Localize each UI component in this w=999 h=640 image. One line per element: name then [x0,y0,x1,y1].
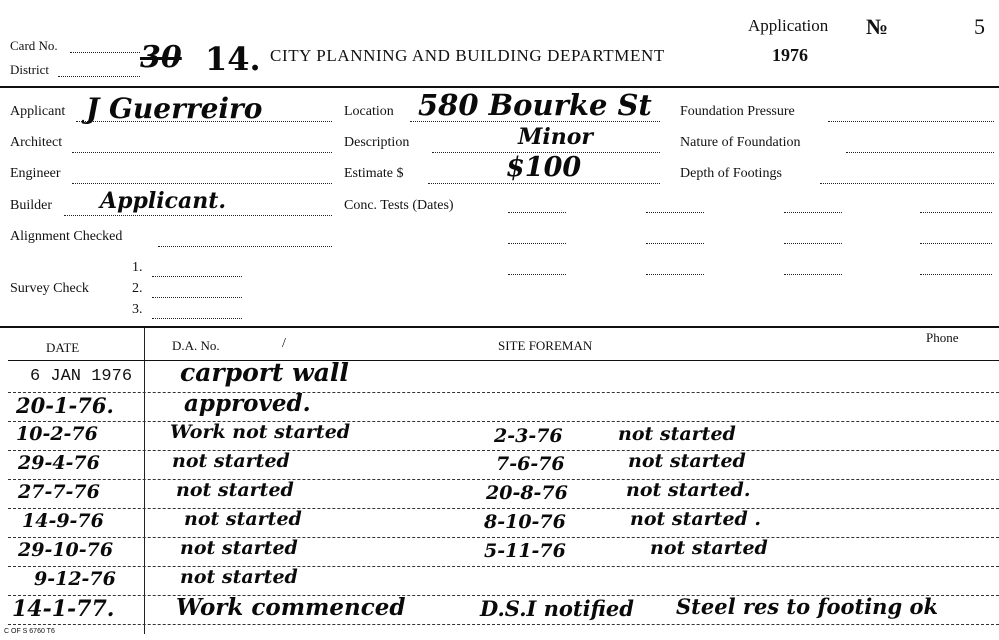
architect-dots [72,152,332,153]
estimate-value: $100 [506,152,582,183]
table-row-line [8,450,999,451]
conc-dots-1c [784,212,842,213]
conc-dots-3c [784,274,842,275]
applicant-label: Applicant [10,104,66,119]
card-no-label: Card No. [10,38,58,53]
description-value: Minor [518,124,593,150]
engineer-label: Engineer [10,166,61,181]
district-value: 14. [205,40,261,78]
conc-dots-2b [646,243,704,244]
foundation-pressure-label: Foundation Pressure [680,104,795,119]
card-no-dots [70,52,140,53]
table-header-rule [8,360,999,361]
engineer-dots [72,183,332,184]
table-row-line [8,566,999,567]
table-row-note: not started [180,537,298,559]
alignment-dots [158,246,332,247]
conc-dots-1b [646,212,704,213]
table-row-note: not started [184,508,302,530]
conc-dots-1a [508,212,566,213]
survey-2: 2. [132,281,143,296]
table-row-note2: not started [618,423,736,445]
number-sign: № [866,14,889,39]
depth-footings-dots [820,183,994,184]
table-row-note2: not started [650,537,768,559]
table-row-note: Work not started [170,421,351,443]
col-date-header: DATE [46,340,80,355]
table-row-line [8,421,999,422]
alignment-label: Alignment Checked [10,229,123,244]
applicant-value: J Guerreiro [86,92,263,125]
builder-dots [64,215,332,216]
table-row-line [8,624,999,625]
table-row-date: 20-1-76. [16,393,114,418]
survey-2-dots [152,297,242,298]
nature-foundation-label: Nature of Foundation [680,135,801,150]
survey-3: 3. [132,302,143,317]
table-row-date2: 7-6-76 [496,453,565,475]
table-row-note2: not started . [630,508,762,530]
nature-foundation-dots [846,152,994,153]
estimate-label: Estimate $ [344,166,404,181]
da-tick-mark: / [282,336,286,351]
depth-footings-label: Depth of Footings [680,166,782,181]
conc-dots-3d [920,274,992,275]
table-row-date: 27-7-76 [18,481,100,503]
estimate-dots [428,183,660,184]
table-row-date: 14-9-76 [22,510,104,532]
conc-dots-3b [646,274,704,275]
builder-value: Applicant. [100,188,227,214]
table-row-date2: 2-3-76 [494,425,563,447]
survey-1: 1. [132,260,143,275]
district-label: District [10,62,49,77]
table-row-date2: 20-8-76 [486,482,568,504]
department-title: CITY PLANNING AND BUILDING DEPARTMENT [270,46,665,65]
conc-dots-1d [920,212,992,213]
survey-1-dots [152,276,242,277]
card-no-value: 30 [140,40,182,75]
table-top-rule [0,326,999,328]
table-row-date2: 5-11-76 [484,540,566,562]
architect-label: Architect [10,135,63,150]
table-row-line [8,537,999,538]
table-row-date2: D.S.I notified [480,596,634,621]
table-row-note2: Steel res to footing ok [676,594,938,619]
location-value: 580 Bourke St [418,88,652,122]
table-row-note2: not started. [626,479,751,501]
col-phone-header: Phone [926,330,959,345]
conc-dots-2d [920,243,992,244]
table-row-date: 14-1-77. [12,596,115,622]
col-da-header: D.A. No. [172,338,220,353]
description-label: Description [344,135,410,150]
application-number: 5 [974,14,985,39]
conc-dots-2c [784,243,842,244]
table-row-note: approved. [184,390,311,417]
table-row-date2: 8-10-76 [484,511,566,533]
table-row-note: Work commenced [176,594,406,621]
district-dots [58,76,140,77]
conc-tests-label: Conc. Tests (Dates) [344,198,454,213]
table-row-date: 29-4-76 [18,452,100,474]
col-foreman-header: SITE FOREMAN [498,338,593,353]
form-code: C OF S 6760 T6 [4,628,55,635]
table-col-divider [144,328,145,634]
table-row-line [8,479,999,480]
table-row-line [8,508,999,509]
application-label: Application [748,16,829,35]
table-row-date: 10-2-76 [16,423,98,445]
table-row-date: 29-10-76 [18,539,114,561]
table-row-date: 6 JAN 1976 [30,367,133,386]
table-row-note: not started [176,479,294,501]
table-row-note: not started [180,566,298,588]
table-row-note: carport wall [180,358,349,387]
table-row-note: not started [172,450,290,472]
survey-label: Survey Check [10,281,89,296]
conc-dots-2a [508,243,566,244]
location-label: Location [344,104,394,119]
application-year: 1976 [772,45,808,65]
table-row-date: 9-12-76 [34,568,116,590]
table-row-note2: not started [628,450,746,472]
foundation-pressure-dots [828,121,994,122]
table-row-line [8,392,999,393]
survey-3-dots [152,318,242,319]
conc-dots-3a [508,274,566,275]
builder-label: Builder [10,198,52,213]
